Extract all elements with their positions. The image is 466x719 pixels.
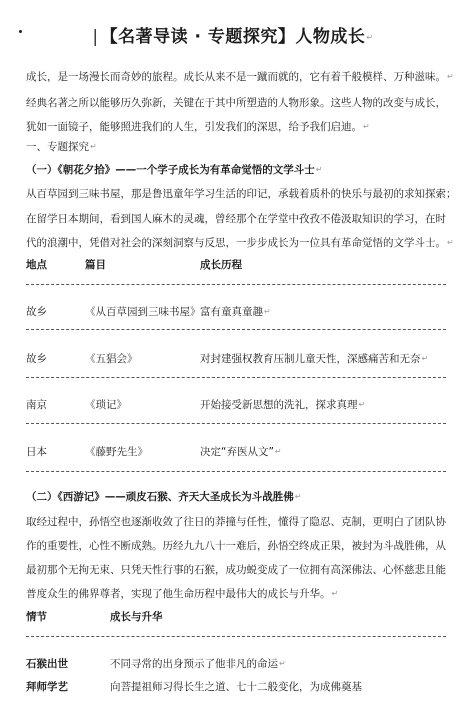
row3-growth: 开始接受新思想的洗礼，探求真理↵ [200,399,366,411]
row3-title: 《琐记》 [85,399,127,411]
return-mark: ↵ [315,165,323,174]
part2-line-1: 取经过程中，孙悟空也逐渐收敛了往日的莽撞与任性，懂得了隐忍、克制，更明白了团队协 [26,516,446,528]
part2-line-3: 最初那个无拘无束、只凭天性行事的石猴，成功蜕变成了一位拥有高深佛法、心怀慈悲且能 [26,564,446,576]
return-mark: ↵ [421,354,429,363]
col-header-plot: 情节 [26,611,47,623]
part1-line-1: 从百草园到三味书屋，那是鲁迅童年学习生活的印记，承载着质朴的快乐与最初的求知探索； [26,188,457,200]
table-divider [26,377,446,378]
return-mark: ↵ [264,307,271,316]
row4-title: 《藤野先生》 [85,446,148,458]
plot-row2-event: 拜师学艺 [26,681,68,693]
part2-heading: （二）《西游记》——顽皮石猴、齐天大圣成长为斗战胜佛↵ [26,491,302,503]
row4-place: 日本 [26,446,47,458]
intro-line-2: 经典名著之所以能够历久弥新，关键在于其中所塑造的人物形象。这些人物的改变与成长， [26,97,446,109]
row1-place: 故乡 [26,306,47,318]
table-divider [26,284,446,285]
row2-title: 《五猖会》 [85,353,138,365]
table-divider [26,471,446,472]
row1-title: 《从百草园到三味书屋》 [85,306,201,318]
table-divider [26,636,446,637]
return-mark: ↵ [331,589,339,598]
table-divider [26,329,446,330]
col-header-title: 篇目 [85,259,106,271]
row1-growth: 富有童真童趣↵ [200,306,271,318]
plot-row1-growth: 不同寻常的出身预示了他非凡的命运↵ [110,658,286,670]
return-mark: ↵ [363,122,370,131]
col-header-growth: 成长历程 [200,259,242,271]
row2-growth: 对封建强权教育压制儿童天性，深感痛苦和无奈↵ [200,353,429,365]
table-divider [26,423,446,424]
intro-line-3: 犹如一面镜子，能够照进我们的人生，引发我们的深思，给予我们启迪。↵ [26,121,370,133]
return-mark: ↵ [447,72,454,81]
intro-line-1: 成长，是一场漫长而奇妙的旅程。成长从来不是一蹴而就的，它有着千般模样、万种滋味。↵ [26,71,454,83]
return-mark: ↵ [366,32,374,42]
return-mark: ↵ [274,447,282,456]
section-heading: 一、专题探究↵ [26,141,97,153]
part1-line-2: 在留学日本期间，看到国人麻木的灵魂，曾经那个在学堂中孜孜不倦汲取知识的学习，在时 [26,213,446,225]
return-mark: ↵ [90,142,97,151]
return-mark: ↵ [294,492,302,501]
text-cursor: | [92,27,99,47]
plot-row1-event: 石猴出世 [26,658,68,670]
row3-place: 南京 [26,399,47,411]
return-mark: ↵ [447,238,454,247]
page-title [0,22,466,47]
return-mark: ↵ [279,659,286,668]
part1-heading: （一）《朝花夕拾》——一个学子成长为有革命觉悟的文学斗士↵ [26,164,323,176]
part2-line-4: 普度众生的佛界尊者，实现了他生命历程中最伟大的成长与升华。↵ [26,588,339,600]
title-text: 【名著导读 · 专题探究】人物成长 [100,27,366,47]
col-header-sublimation: 成长与升华 [110,611,163,623]
plot-row2-growth: 向菩提祖师习得长生之道、七十二般变化，为成佛奠基 [110,681,362,693]
part1-line-3: 代的浪潮中，凭借对社会的深刻洞察与反思，一步步成长为一位具有革命觉悟的文学斗士。↵ [26,237,454,249]
part2-line-2: 作的重要性，心性不断成熟。历经九九八十一难后，孙悟空终成正果，被封为斗战胜佛，从 [26,540,446,552]
return-mark: ↵ [358,400,366,409]
row4-growth: 决定“弃医从文”↵ [200,446,282,458]
col-header-place: 地点 [26,259,47,271]
row2-place: 故乡 [26,353,47,365]
